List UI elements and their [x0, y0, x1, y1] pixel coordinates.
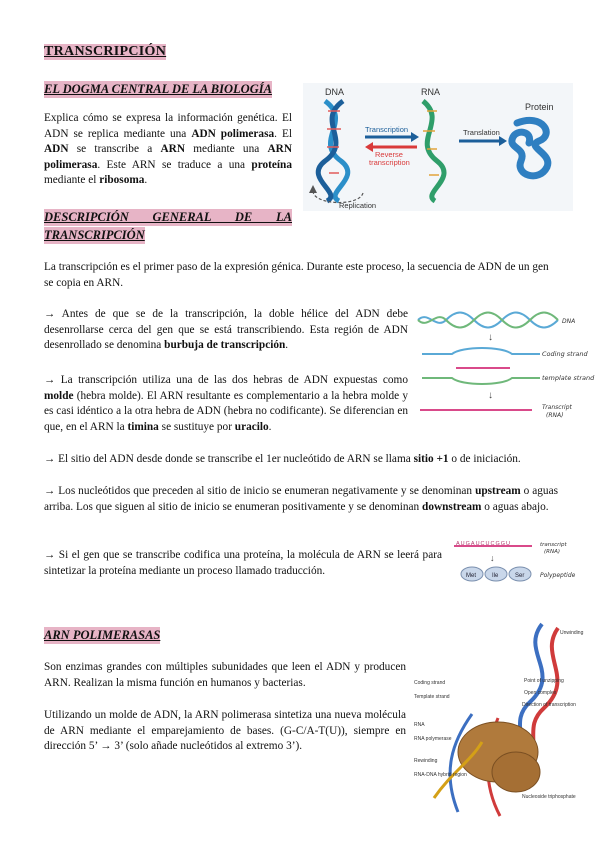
reverse-label-1: Reverse: [375, 150, 403, 159]
polymerase-paragraph-1: Son enzimas grandes con múltiples subunidades que leen el ADN y producen ARN. Realizan la misma función en humanos y bacterias.: [44, 661, 406, 689]
reverse-label-2: transcription: [369, 158, 410, 167]
translation-figure: [450, 538, 590, 586]
bold-term: ADN polimerasa: [191, 127, 275, 140]
text-run: → El sitio del ADN desde donde se transcribe el 1er nucleótido de ARN se llama: [44, 453, 414, 465]
bold-term: upstream: [475, 485, 521, 497]
text-run: → Los nucleótidos que preceden al sitio de inicio se enumeran negativamente y se denominan: [44, 485, 476, 497]
label-nucleoside: Nucleoside triphosphate: [522, 794, 576, 800]
overview-intro: La transcripción es el primer paso de la expresión génica. Durante este proceso, la secuencia de ADN de un gen se copia en ARN.: [44, 261, 549, 289]
amino-acid-ile: Ile: [492, 573, 499, 579]
bold-term: ARN: [160, 143, 185, 156]
label-direction: Direction of transcription: [522, 702, 576, 708]
transcript-note-2: (RNA): [546, 412, 564, 419]
rna-polymerase-figure: [412, 622, 588, 818]
mrna-note-1: transcript: [540, 542, 567, 548]
protein-label: Protein: [525, 102, 554, 112]
text-run: . Este ARN se traduce a una: [97, 158, 252, 171]
bold-term: downstream: [422, 500, 482, 513]
dogma-paragraph: [44, 111, 292, 189]
down-arrow-icon-1: ↓: [488, 332, 493, 343]
transcription-label: Transcription: [365, 125, 409, 134]
mrna-note-2: (RNA): [544, 549, 560, 555]
text-run: . El: [274, 127, 292, 140]
mrna-sequence: AUGAUCUCGGU: [456, 541, 512, 547]
label-open-complex: Open complex: [524, 690, 557, 696]
text-run: o de iniciación.: [448, 453, 521, 465]
section-heading-overview-line1: DESCRIPCIÓN GENERAL DE LA: [44, 210, 292, 224]
label-unzipping: Point of unzipping: [524, 678, 564, 684]
template-paragraph: [44, 373, 408, 435]
text-run: o aguas abajo.: [481, 500, 549, 513]
bold-term: timina: [127, 420, 159, 433]
text-run: Explica cómo se expresa la información genética. El ADN se replica mediante una: [44, 112, 292, 140]
bold-term: uracilo: [234, 420, 269, 433]
rna-label: RNA: [421, 87, 441, 97]
text-run: mediante el: [44, 174, 100, 187]
amino-acid-ser: Ser: [515, 573, 525, 579]
label-hybrid-region: RNA-DNA hybrid region: [414, 772, 467, 778]
bold-term: ARN polimerasa: [44, 143, 292, 171]
upstream-paragraph: [44, 484, 558, 515]
coding-strand-line: [422, 348, 540, 354]
central-dogma-figure: [303, 83, 573, 211]
down-arrow-icon-2: ↓: [488, 390, 493, 401]
transcript-note-1: Transcript: [542, 404, 572, 411]
section-heading-dogma: EL DOGMA CENTRAL DE LA BIOLOGÍA: [44, 82, 272, 96]
text-run: .: [285, 339, 289, 352]
section-heading-polymerases: ARN POLIMERASAS: [44, 628, 161, 642]
text-run: se sustituye por: [158, 420, 235, 433]
text-run: → La transcripción utiliza una de las dos hebras de ADN expuestas como: [44, 374, 408, 386]
bubble-paragraph: [44, 307, 408, 354]
bold-term: ribosoma: [99, 174, 145, 187]
text-run: (hebra molde). El ARN resultante es complementario a la hebra molde y es casi idéntico a la otra hebra de ADN (hebra no codificante). Se diferencian en que, en el ARN la: [44, 389, 408, 433]
dna-label: DNA: [325, 87, 345, 97]
replication-label: Replication: [339, 201, 377, 210]
bold-term: molde: [44, 389, 74, 402]
translation-paragraph: → Si el gen que se transcribe codifica una proteína, la molécula de ARN se leerá para sintetizar la proteína mediante un proceso llamado traducción.: [44, 549, 442, 577]
page-title: TRANSCRIPCIÓN: [44, 44, 167, 59]
transcription-bubble-figure: [416, 306, 595, 430]
text-run: .: [268, 420, 272, 433]
label-rna-polymerase: RNA polymerase: [414, 736, 452, 742]
bold-term: burbuja de transcripción: [164, 339, 286, 352]
text-run: → Antes de que se de la transcripción, la doble hélice del ADN debe desenrollarse cerca del gen que se está transcribiendo. Esta región de ADN desenrollado se denomina: [44, 308, 408, 352]
figure-background: [412, 622, 588, 818]
down-arrow-icon-3: ↓: [490, 553, 495, 563]
rna-polymerase-subunit: [492, 752, 540, 792]
bold-term: ADN: [44, 143, 69, 156]
amino-acid-met: Met: [466, 573, 477, 579]
dna-note: DNA: [562, 318, 576, 325]
template-strand-line: [422, 378, 540, 384]
label-rna: RNA: [414, 722, 425, 728]
text-run: se transcribe a: [68, 143, 161, 156]
start-site-paragraph: [44, 452, 558, 468]
template-strand-note: template strand: [542, 374, 595, 382]
bold-term: sitio +1: [413, 453, 449, 465]
label-coding-strand: Coding strand: [414, 680, 446, 686]
translation-label: Translation: [463, 128, 500, 137]
label-unwinding: Unwinding: [560, 630, 584, 636]
section-heading-overview-line2: TRANSCRIPCIÓN: [44, 228, 145, 242]
polypeptide-note: Polypeptide: [540, 572, 576, 579]
text-run: mediante una: [185, 143, 268, 156]
polymerase-paragraph-2: Utilizando un molde de ADN, la ARN polimerasa sintetiza una nueva molécula de ARN mediante el emparejamiento de bases. (G-C/A-T(U)), siempre en dirección 5’ → 3’ (solo añade nucleótidos al extremo 3’).: [44, 709, 406, 753]
label-rewinding: Rewinding: [414, 758, 438, 764]
label-template-strand: Template strand: [414, 694, 450, 700]
text-run: .: [144, 174, 148, 187]
text-run: o aguas arriba. Los que siguen al sitio de inicio se enumeran positivamente y se denominan: [44, 485, 558, 513]
bold-term: proteína: [251, 158, 292, 171]
coding-strand-note: Coding strand: [542, 350, 588, 358]
